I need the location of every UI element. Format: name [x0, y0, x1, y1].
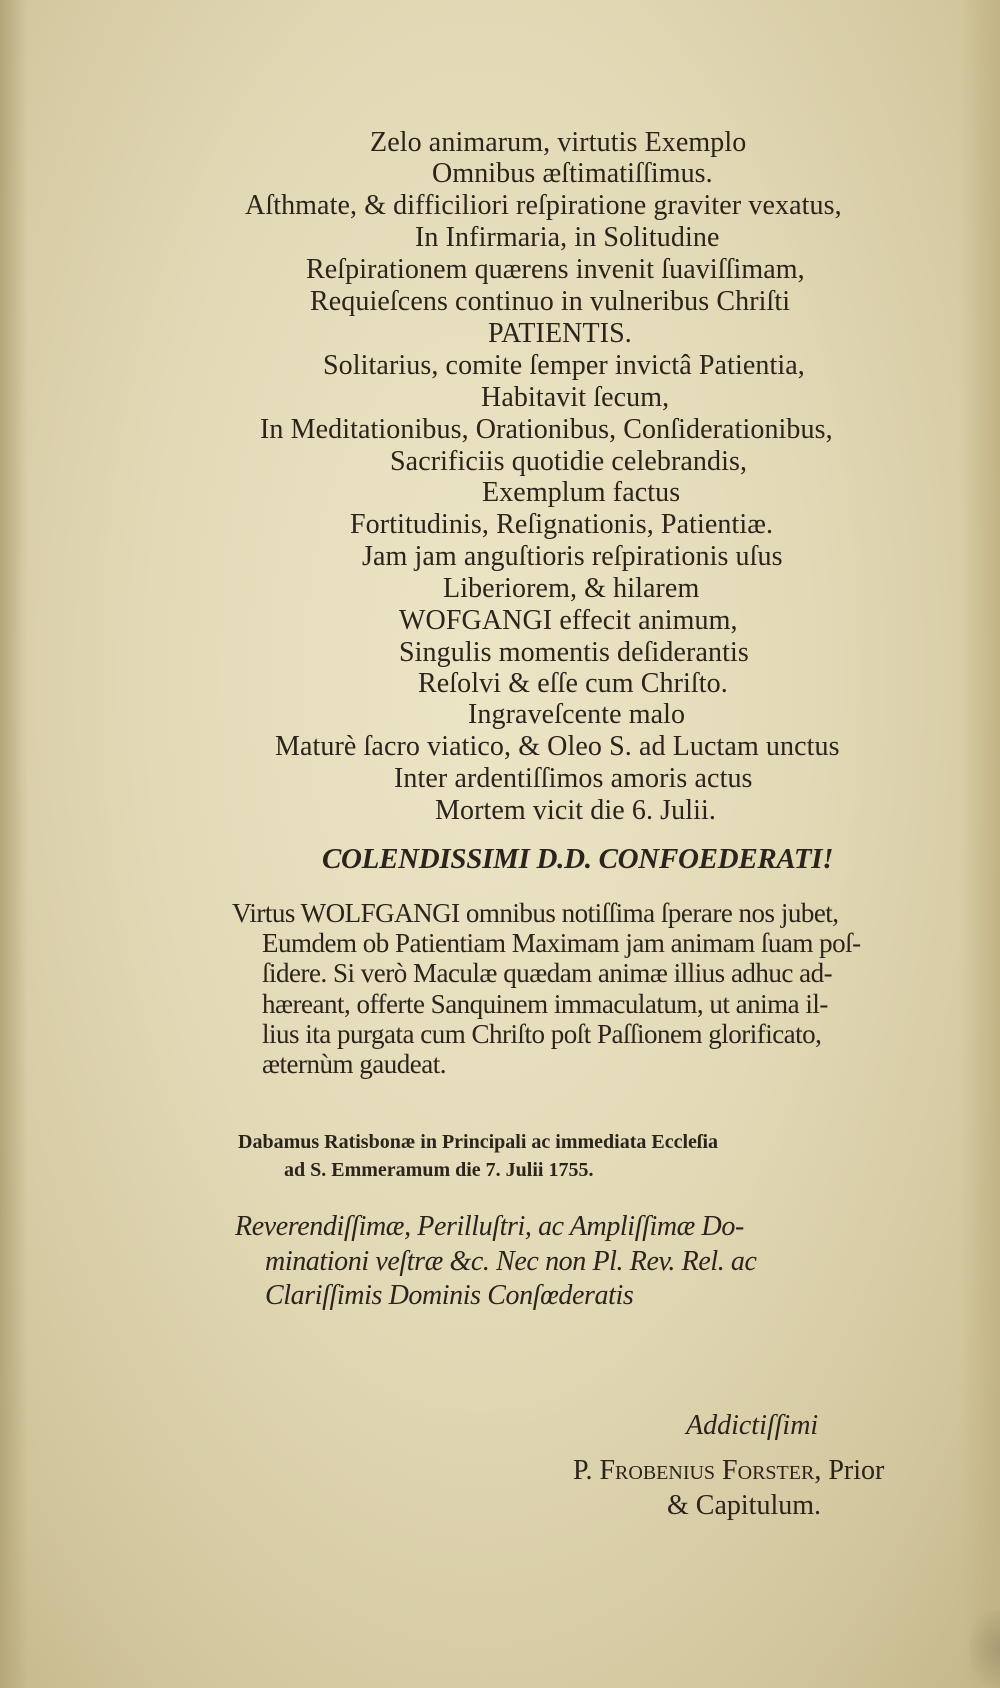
chapter-line: & Capitulum. — [667, 1490, 821, 1521]
poem-line: In Meditationibus, Orationibus, Conſiderationibus, — [260, 414, 833, 445]
salutation-line: Reverendiſſimæ, Perilluſtri, ac Ampliſſimæ Do- — [235, 1211, 744, 1242]
address-heading: COLENDISSIMI D.D. CONFOEDERATI! — [322, 843, 834, 875]
poem-line: Omnibus æſtimatiſſimus. — [432, 158, 713, 189]
poem-line: Liberiorem, & hilarem — [443, 573, 700, 604]
poem-line: Mortem vicit die 6. Julii. — [435, 795, 717, 826]
poem-line: Maturè ſacro viatico, & Oleo S. ad Luctam unctus — [275, 731, 840, 762]
poem-line: Aſthmate, & difficiliori reſpiratione graviter vexatus, — [245, 190, 842, 221]
poem-line: Sacrificiis quotidie celebrandis, — [390, 446, 748, 477]
salutation-line: minationi veſtræ &c. Nec non Pl. Rev. Rel. ac — [265, 1246, 757, 1277]
poem-line: Fortitudinis, Reſignationis, Patientiæ. — [350, 509, 774, 540]
closing-word: Addictiſſimi — [686, 1410, 819, 1441]
poem-line: Requieſcens continuo in vulneribus Chriſti — [310, 286, 791, 317]
poem-line: WOFGANGI effecit animum, — [399, 605, 738, 636]
signer-title: , Prior — [814, 1455, 885, 1486]
page-shadow-left — [0, 0, 28, 1688]
page-shadow-right — [960, 0, 1000, 1688]
paragraph-line: æternùm gaudeat. — [262, 1049, 446, 1079]
salutation-line: Clariſſimis Dominis Conſœderatis — [265, 1280, 634, 1311]
paper-stain — [970, 1610, 1000, 1688]
dateline-line: Dabamus Ratisbonæ in Principali ac immediata Eccleſia — [238, 1131, 718, 1153]
poem-line: In Infirmaria, in Solitudine — [415, 222, 720, 253]
poem-line: Ingraveſcente malo — [468, 699, 686, 730]
poem-line: Inter ardentiſſimos amoris actus — [394, 763, 753, 794]
paragraph-line: Virtus WOLFGANGI omnibus notiſſima ſperare nos jubet, — [232, 898, 839, 928]
poem-line: Reſolvi & eſſe cum Chriſto. — [418, 668, 728, 699]
signer-name: Frobenius Forster — [599, 1455, 815, 1486]
poem-line: Zelo animarum, virtutis Exemplo — [370, 127, 747, 158]
paragraph-line: hæreant, offerte Sanquinem immaculatum, ut anima il- — [262, 989, 828, 1019]
signature-line — [573, 1455, 884, 1487]
poem-line: Solitarius, comite ſemper invictâ Patientia, — [323, 350, 805, 381]
paragraph-line: ſidere. Si verò Maculæ quædam animæ illius adhuc ad- — [262, 958, 833, 988]
paragraph-line: Eumdem ob Patientiam Maximam jam animam ſuam poſ- — [262, 928, 861, 958]
poem-line: PATIENTIS. — [488, 318, 632, 349]
poem-line: Jam jam anguſtioris reſpirationis uſus — [362, 541, 783, 572]
poem-line: Reſpirationem quærens invenit ſuaviſſimam, — [306, 254, 805, 285]
dateline-line: ad S. Emmeramum die 7. Julii 1755. — [284, 1159, 594, 1181]
signer-initial: P. — [573, 1455, 600, 1486]
poem-line: Habitavit ſecum, — [481, 382, 670, 413]
poem-line: Singulis momentis deſiderantis — [399, 637, 749, 668]
poem-line: Exemplum factus — [482, 477, 681, 508]
paragraph-line: lius ita purgata cum Chriſto poſt Paſſionem glorificato, — [262, 1019, 822, 1049]
